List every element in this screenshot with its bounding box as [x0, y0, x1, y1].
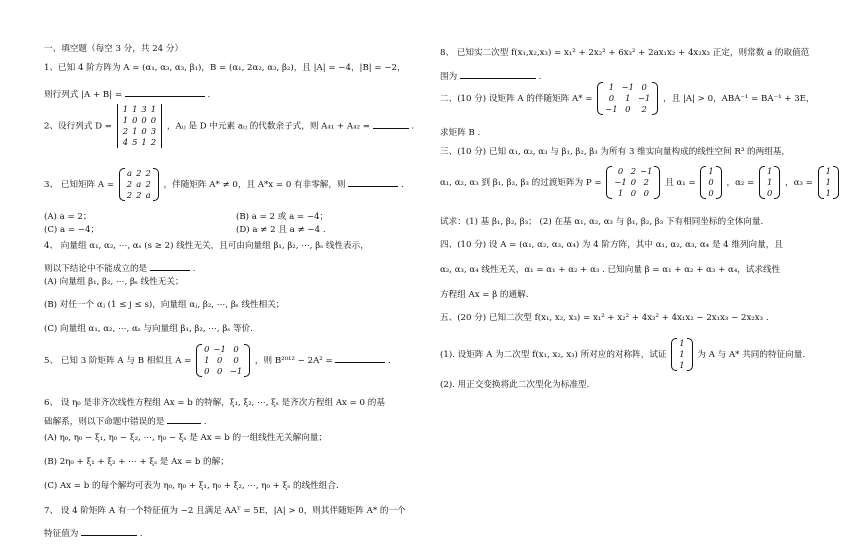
s3-line2 — [440, 166, 841, 199]
q7-text: 特征值为 — [44, 529, 79, 539]
q3-matrix-entry: 2 — [126, 179, 133, 189]
q8-line1: 8、 已知实二次型 f(x₁,x₂,x₃) = x₁² + 2x₂² + 6x₃² + 2ax₁x₂ + 4x₂x₃ 正定，则常数 a 的取值范 — [440, 48, 810, 58]
q2-determinant-entry: 4 — [122, 137, 129, 147]
s3-mid: 且 α₁ = — [665, 178, 696, 188]
q5-post: ，则 B²⁰¹² − 2A² = — [254, 356, 333, 366]
q2-determinant-entry: 5 — [132, 137, 138, 147]
q4-option-b: (B) 对任一个 αⱼ (1 ≤ j ≤ s)，向量组 αⱼ, β₂, ⋯, βₛ 线性相关； — [44, 300, 285, 310]
q4-line2: 则以下结论中不能成立的是 . — [44, 261, 195, 275]
q4-line1: 4、 向量组 α₁, α₂, ⋯, αₛ (s ≥ 2) 线性无关，且可由向量组 β₁, β₂, ⋯, βₛ 线性表示， — [44, 241, 369, 251]
s3-matrix-entry: 0 — [630, 188, 637, 198]
s3-matrix-entry: 0 — [630, 177, 637, 187]
q1-text: 则行列式 |A + B| = — [44, 90, 123, 100]
q4-option-a: (A) 向量组 β₁, β₂, ⋯, βₛ 线性无关； — [44, 277, 184, 287]
q2-determinant-entry: 0 — [141, 115, 147, 125]
q8-answer-blank[interactable] — [460, 69, 536, 79]
q6-option-b: (B) 2η₀ + ξ₁ + ξ₂ + ⋯ + ξₛ 是 Ax = b 的解； — [44, 457, 229, 467]
s4-line3: 方程组 Ax = β 的通解. — [440, 290, 529, 300]
q5-matrix-entry: −1 — [229, 366, 243, 376]
q4-text: 则以下结论中不能成立的是 — [44, 264, 148, 274]
q3-post: ，伴随矩阵 A* ≠ 0，且 A*x = 0 有非零解，则 — [163, 180, 346, 190]
s5-vector-entry: 1 — [679, 349, 685, 359]
q5-matrix-entry: 0 — [233, 355, 239, 365]
q2-determinant-entry: 0 — [141, 126, 147, 136]
q2-determinant-entry: 2 — [150, 137, 157, 147]
q2-determinant-entry: 1 — [132, 104, 138, 114]
s2-matrix-entry: 0 — [608, 93, 615, 103]
s2-post: ，且 |A| > 0，ABA⁻¹ = BA⁻¹ + 3E， — [663, 94, 815, 104]
q3-matrix-entry: 2 — [136, 168, 142, 178]
s3-alpha2-vector — [759, 166, 780, 199]
q6-option-c: (C) Ax = b 的每个解均可表为 η₀, η₀ + ξ₁, η₀ + ξ₂, ⋯, η₀ + ξₛ 的线性组合. — [44, 481, 339, 491]
s2-pre: 二、(10 分) 设矩阵 A 的伴随矩阵 A* = — [440, 94, 593, 104]
s3-alpha1-entry: 0 — [708, 177, 714, 187]
s3-matrix-entry: 0 — [617, 166, 624, 176]
q1-answer-blank[interactable] — [125, 87, 205, 97]
s3-alpha3-vector — [818, 166, 839, 199]
q5-matrix-entry: 0 — [216, 355, 223, 365]
s3-mid3: ，α₃ = — [785, 178, 813, 188]
s2-matrix-entry: 1 — [625, 93, 631, 103]
s3-pre: α₁, α₂, α₃ 到 β₁, β₂, β₃ 的过渡矩阵为 P = — [440, 178, 602, 188]
q2-answer-blank[interactable] — [373, 119, 409, 129]
q2-line: 2、设行列式 D = 1 1 3 1 1 0 0 0 2 1 0 3 4 5 1 2 ，Aᵢⱼ 是 D 中元素 aᵢⱼ 的代数余子式，则 A₄₁ + A₄₂ = . — [44, 104, 415, 147]
q3-answer-blank[interactable] — [348, 177, 398, 187]
s3-line3: 试求：(1) 基 β₁, β₂, β₃； (2) 在基 α₁, α₂, α₃ 与 β₁, β₂, β₃ 下有相同坐标的全体向量. — [440, 217, 764, 227]
s2-matrix-entry: 0 — [641, 82, 647, 92]
q5-matrix — [196, 344, 250, 377]
s3-matrix-entry: −1 — [614, 177, 627, 187]
s3-matrix-entry: 1 — [617, 188, 624, 198]
q8-text: 围为 — [440, 72, 458, 82]
s4-line1: 四、(10 分) 设 A = (α₁, α₂, α₃, α₄) 为 4 阶方阵，其中 α₁, α₂, α₃, α₄ 是 4 维列向量，且 — [440, 240, 783, 250]
q3-option-b: (B) a = 2 或 a = −4； — [236, 212, 329, 222]
s5-part1 — [440, 338, 805, 371]
q6-line2: 础解系，则以下命题中错误的是 . — [44, 414, 207, 428]
q3-matrix-entry: 2 — [136, 190, 142, 200]
s2-matrix-entry: −1 — [605, 104, 618, 114]
s5-vector — [671, 338, 692, 371]
q3-option-c: (C) a = −4； — [44, 225, 100, 235]
s5-part1-post: 为 A 与 A* 共同的特征向量. — [697, 350, 806, 360]
q6-option-a: (A) η₀, η₀ − ξ₁, η₀ − ξ₂, ⋯, η₀ − ξₛ 是 Ax = b 的一组线性无关解向量； — [44, 433, 327, 443]
s3-alpha3-entry: 1 — [825, 188, 831, 198]
s2-line2: 求矩阵 B . — [440, 128, 481, 138]
q4-answer-blank[interactable] — [150, 261, 190, 271]
q3-line: 3、 已知矩阵 A = a 2 2 2 a 2 2 2 a ，伴随矩阵 A* ≠ 0，且 A*x = 0 有非零解，则 . — [44, 168, 404, 200]
q5-matrix-entry: 0 — [204, 344, 210, 354]
s3-line1: 三、(10 分) 已知 α₁, α₂, α₃ 与 β₁, β₂, β₃ 为所有 3 维实向量构成的线性空间 R³ 的两组基， — [440, 147, 791, 157]
q6-text: 础解系，则以下命题中错误的是 — [44, 417, 165, 427]
q5-line: 5、 已知 3 阶矩阵 A 与 B 相似且 A = 0 −1 0 1 0 0 0 0 −1 ，则 B²⁰¹² − 2A² = . — [44, 344, 391, 376]
s5-vector-entry: 1 — [679, 360, 685, 370]
q2-pre: 2、设行列式 D = — [44, 121, 112, 132]
s3-alpha1-entry: 1 — [708, 166, 714, 176]
q5-matrix-entry: 0 — [216, 366, 223, 376]
q3-option-d: (D) a ≠ 2 且 a ≠ −4 . — [236, 225, 326, 235]
s5-part1-pre: (1). 设矩阵 A 为二次型 f(x₁, x₂, x₃) 所对应的对称阵，试证 — [440, 350, 667, 360]
q3-matrix-entry: 2 — [145, 168, 151, 178]
q2-determinant-entry: 1 — [141, 137, 147, 147]
q3-matrix — [119, 168, 159, 201]
q7-answer-blank[interactable] — [81, 526, 137, 536]
s3-alpha3-entry: 1 — [825, 166, 831, 176]
q3-option-a: (A) a = 2； — [44, 212, 92, 222]
s3-mid2: ，α₂ = — [726, 178, 755, 188]
q5-answer-blank[interactable] — [335, 353, 385, 363]
s5-vector-entry: 1 — [679, 338, 685, 348]
s2-matrix-entry: 1 — [608, 82, 615, 92]
s3-matrix-entry: 2 — [630, 166, 637, 176]
s2-matrix-entry: 0 — [625, 104, 631, 114]
q3-matrix-entry: a — [136, 179, 142, 189]
q3-matrix-entry: a — [126, 168, 132, 178]
q2-determinant-entry: 1 — [122, 104, 129, 114]
s2-line — [440, 82, 815, 115]
q5-pre: 5、 已知 3 阶矩阵 A 与 B 相似且 A = — [44, 356, 192, 366]
section1-heading: 一、填空题（每空 3 分，共 24 分） — [44, 44, 184, 54]
s3-matrix-entry: 0 — [643, 188, 649, 198]
q2-determinant-entry: 1 — [122, 115, 129, 125]
s4-line2: α₂, α₃, α₄ 线性无关，α₁ = α₁ + α₂ + α₃ . 已知向量 β = α₁ + α₂ + α₃ + α₄，试求线性 — [440, 265, 781, 275]
q5-matrix-entry: −1 — [213, 344, 226, 354]
s3-alpha2-entry: 1 — [767, 177, 773, 187]
s2-matrix-entry: −1 — [621, 82, 634, 92]
s2-matrix — [597, 82, 658, 115]
q3-pre: 3、 已知矩阵 A = — [44, 180, 115, 190]
q8-line2: 围为 . — [440, 69, 541, 83]
q2-determinant-entry: 0 — [132, 115, 138, 125]
q3-matrix-entry: 2 — [145, 179, 151, 189]
s5-part2: (2). 用正交变换将此二次型化为标准型. — [440, 380, 590, 390]
s3-matrix-entry: −1 — [640, 166, 653, 176]
q6-line1: 6、 设 η₀ 是非齐次线性方程组 Ax = b 的特解，ξ₁, ξ₂, ⋯, ξₛ 是齐次方程组 Ax = 0 的基 — [44, 398, 385, 408]
q2-determinant-entry: 3 — [150, 126, 157, 136]
s2-matrix-entry: −1 — [637, 93, 651, 103]
s3-alpha1-vector — [700, 166, 721, 199]
q2-determinant — [117, 104, 162, 148]
s5-line1: 五、(20 分) 已知二次型 f(x₁, x₂, x₃) = x₁² + x₂² + 4x₃² + 4x₁x₂ − 2x₁x₃ − 2x₂x₃ . — [440, 313, 769, 323]
q2-determinant-entry: 0 — [150, 115, 157, 125]
q2-determinant-entry: 3 — [141, 104, 147, 114]
q7-line2: 特征值为 . — [44, 526, 143, 540]
s3-transition-matrix — [606, 166, 660, 199]
s3-alpha1-entry: 0 — [708, 188, 714, 198]
q3-matrix-entry: 2 — [126, 190, 133, 200]
s3-alpha2-entry: 1 — [767, 166, 773, 176]
q1-line1: 1、已知 4 阶方阵为 A = (α₁, α₃, α₃, β₁)，B = (α₁, 2α₂, α₃, β₂)，且 |A| = −4，|B| = −2， — [44, 63, 406, 73]
q2-determinant-entry: 1 — [132, 126, 138, 136]
q7-line1: 7、 设 4 阶矩阵 A 有一个特征值为 −2 且满足 AAᵀ = 5E，|A| > 0，则其伴随矩阵 A* 的一个 — [44, 506, 406, 516]
q2-determinant-entry: 2 — [122, 126, 129, 136]
q2-determinant-entry: 1 — [150, 104, 157, 114]
q5-matrix-entry: 0 — [233, 344, 239, 354]
q3-matrix-entry: a — [145, 190, 151, 200]
q5-matrix-entry: 1 — [204, 355, 210, 365]
s3-alpha3-entry: 1 — [825, 177, 831, 187]
s3-alpha2-entry: 0 — [767, 188, 773, 198]
s3-matrix-entry: 2 — [643, 177, 649, 187]
s2-matrix-entry: 2 — [641, 104, 647, 114]
q4-option-c: (C) 向量组 α₁, α₂, ⋯, αₛ 与向量组 β₁, β₂, ⋯, βₛ 等价. — [44, 324, 253, 334]
q6-answer-blank[interactable] — [167, 414, 201, 424]
q2-post: ，Aᵢⱼ 是 D 中元素 aᵢⱼ 的代数余子式，则 A₄₁ + A₄₂ = — [166, 121, 370, 132]
q5-matrix-entry: 0 — [204, 366, 210, 376]
q1-line2: 则行列式 |A + B| = . — [44, 87, 210, 101]
